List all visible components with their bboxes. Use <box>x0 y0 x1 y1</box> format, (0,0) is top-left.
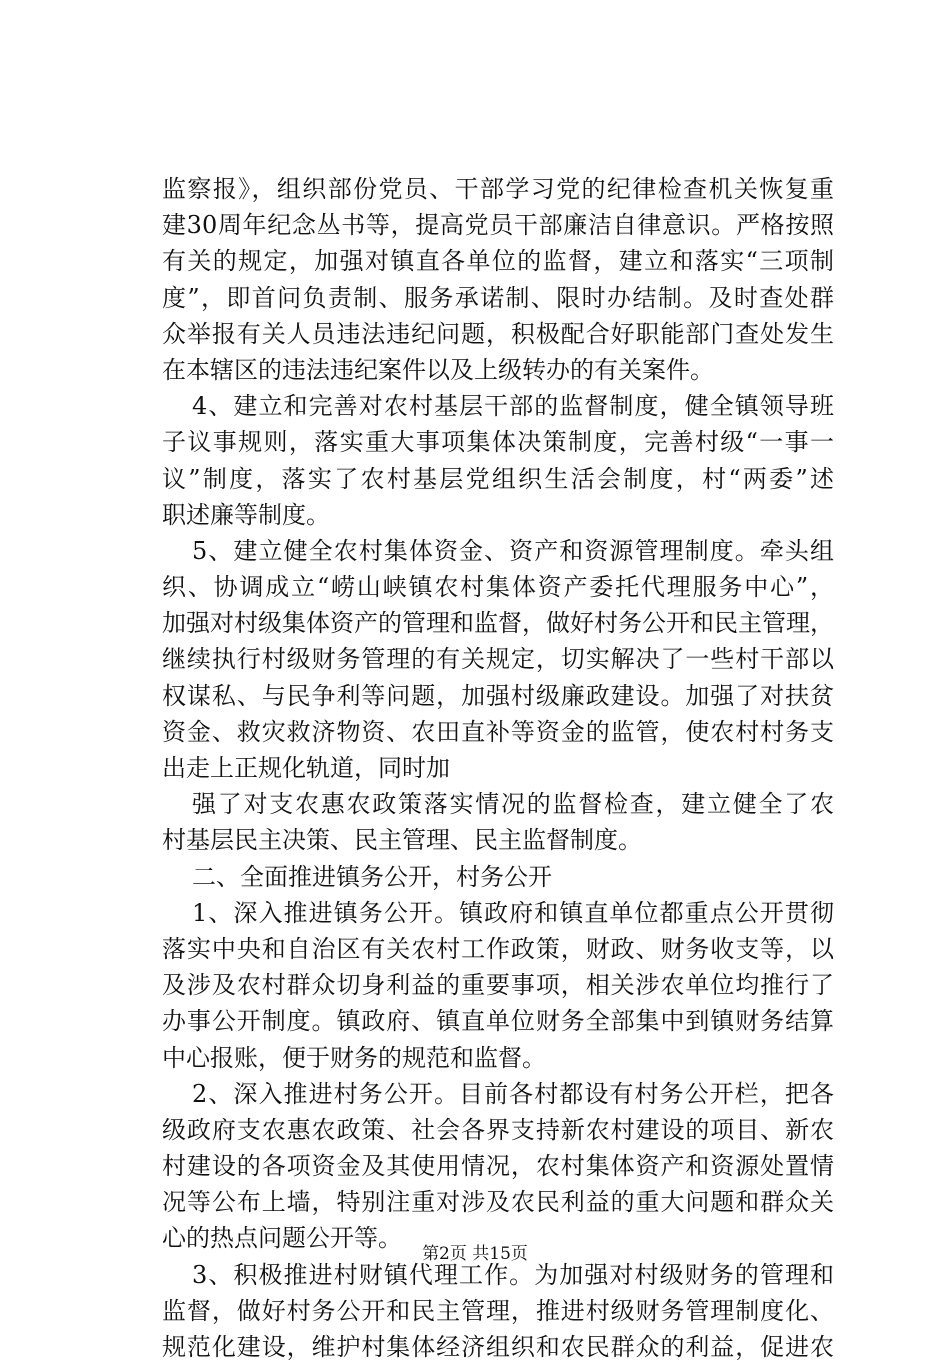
text-line: 落实中央和自治区有关农村工作政策，财政、财务收支等，以 <box>162 934 834 963</box>
text-line: 1、深入推进镇务公开。镇政府和镇直单位都重点公开贯彻 <box>192 898 834 927</box>
text-line: 心的热点问题公开等。 <box>162 1224 402 1253</box>
text-line: 况等公布上墙，特别注重对涉及农民利益的重大问题和群众关 <box>162 1188 834 1217</box>
text-line: 监察报》，组织部份党员、干部学习党的纪律检查机关恢复重 <box>162 175 834 203</box>
text-line: 度”，即首问负责制、服务承诺制、限时办结制。及时查处群 <box>162 283 834 312</box>
text-line: 继续执行村级财务管理的有关规定，切实解决了一些村干部以 <box>162 645 834 674</box>
text-line: 村基层民主决策、民主管理、民主监督制度。 <box>162 826 642 855</box>
text-line: 二、全面推进镇务公开，村务公开 <box>192 862 552 891</box>
text-line: 办事公开制度。镇政府、镇直单位财务全部集中到镇财务结算 <box>162 1007 834 1036</box>
text-line: 加强对村级集体资产的管理和监督，做好村务公开和民主管理， <box>162 609 834 638</box>
text-line: 村建设的各项资金及其使用情况，农村集体资产和资源处置情 <box>162 1152 834 1181</box>
text-line: 建30周年纪念丛书等，提高党员干部廉洁自律意识。严格按照 <box>162 211 834 240</box>
text-line: 规范化建设，维护村集体经济组织和农民群众的利益，促进农 <box>162 1333 834 1361</box>
text-line: 强了对支农惠农政策落实情况的监督检查，建立健全了农 <box>192 790 834 819</box>
text-line: 在本辖区的违法违纪案件以及上级转办的有关案件。 <box>162 355 714 384</box>
text-line: 织、协调成立“崂山峡镇农村集体资产委托代理服务中心”， <box>162 573 834 602</box>
text-line: 监督，做好村务公开和民主管理，推进村级财务管理制度化、 <box>162 1296 834 1325</box>
text-line: 资金、救灾救济物资、农田直补等资金的监管，使农村村务支 <box>162 717 834 746</box>
text-line: 议”制度，落实了农村基层党组织生活会制度，村“两委”述 <box>162 464 834 493</box>
text-line: 子议事规则，落实重大事项集体决策制度，完善村级“一事一 <box>162 428 834 457</box>
text-line: 出走上正规化轨道，同时加 <box>162 754 450 782</box>
text-line: 职述廉等制度。 <box>162 500 330 529</box>
text-line: 级政府支农惠农政策、社会各界支持新农村建设的项目、新农 <box>162 1115 834 1144</box>
text-line: 及涉及农村群众切身利益的重要事项，相关涉农单位均推行了 <box>162 971 834 1000</box>
text-line: 5、建立健全农村集体资金、资产和资源管理制度。牵头组 <box>192 536 834 565</box>
text-line: 众举报有关人员违法违纪问题，积极配合好职能部门查处发生 <box>162 319 834 348</box>
document-body <box>162 171 834 1365</box>
page-footer: 第2页 共15页 <box>422 1244 528 1264</box>
text-line: 有关的规定，加强对镇直各单位的监督，建立和落实“三项制 <box>162 247 834 276</box>
text-line: 3、积极推进村财镇代理工作。为加强对村级财务的管理和 <box>192 1260 834 1289</box>
text-line: 4、建立和完善对农村基层干部的监督制度，健全镇领导班 <box>192 392 834 421</box>
text-line: 权谋私、与民争利等问题，加强村级廉政建设。加强了对扶贫 <box>162 681 834 710</box>
text-line: 2、深入推进村务公开。目前各村都设有村务公开栏，把各 <box>192 1079 834 1108</box>
text-line: 中心报账，便于财务的规范和监督。 <box>162 1043 546 1072</box>
